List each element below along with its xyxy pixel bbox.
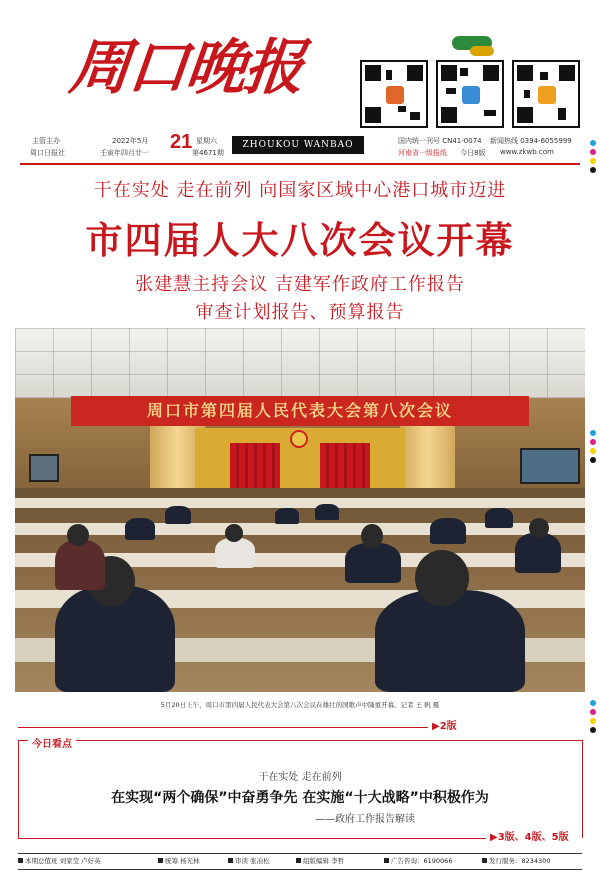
qr-code-icon	[436, 60, 504, 128]
qr-code-icon	[512, 60, 580, 128]
display-screen	[29, 454, 59, 482]
footer-ad-contact: 广告咨询：6190066	[391, 857, 453, 865]
footer-credits	[18, 856, 582, 868]
jump-pages-3-5: ▶3版、4版、5版	[490, 832, 569, 843]
footer-proofreader: 审读 张冶松	[235, 857, 270, 865]
app-badge-icon	[470, 46, 494, 56]
issue-date: 2022年5月	[112, 137, 149, 145]
jump-pages-label: 3版、4版、5版	[497, 832, 569, 843]
paper-grade: 河南省一级报纸	[398, 149, 447, 157]
today-headline: 在实现“两个确保”中奋勇争先 在实施“十大战略”中积极作为	[111, 790, 489, 806]
display-screen	[520, 448, 580, 484]
today-highlight-tab: 今日看点	[28, 735, 76, 750]
color-registration-marks	[590, 140, 598, 176]
news-hotline: 新闻热线 0394-6055999	[490, 137, 572, 145]
color-registration-marks	[590, 430, 598, 466]
footer-rule	[18, 853, 582, 854]
newspaper-logo: 周口晚报	[66, 33, 306, 103]
national-emblem-icon	[290, 430, 308, 448]
masthead-rule	[20, 163, 580, 165]
masthead	[0, 0, 600, 135]
website: www.zkwb.com	[500, 148, 554, 156]
footer-layout-editor: 组版编辑 李哲	[303, 857, 345, 865]
lead-subhead: 审查计划报告、预算报告	[195, 302, 405, 323]
divider	[18, 838, 486, 839]
hall-banner: 周口市第四届人民代表大会第八次会议	[71, 396, 529, 426]
footer-chief-editor: 本期总值班 刘家莹 卢好英	[25, 857, 101, 865]
footer-distribution-contact: 发行服务：8234300	[489, 857, 551, 865]
sponsor-label: 主管主办	[32, 137, 60, 145]
jump-page-2: ▶2版	[432, 721, 457, 732]
lead-subhead: 张建慧主持会议 吉建军作政府工作报告	[135, 274, 465, 295]
jump-page-2-label: 2版	[439, 721, 457, 732]
divider	[18, 727, 428, 728]
weekday: 星期六	[196, 137, 217, 145]
today-kicker: 干在实处 走在前列	[258, 772, 342, 783]
qr-code-icon	[360, 60, 428, 128]
lead-kicker: 干在实处 走在前列 向国家区域中心港口城市迈进	[93, 180, 507, 201]
sponsor-name: 周口日报社	[30, 149, 65, 157]
photo-caption: 5月20日上午，周口市第四届人民代表大会第八次会议在雄壮的国歌声中隆重开幕。记者 王 帆 摄	[160, 701, 440, 709]
lunar-date: 壬寅年四月廿一	[100, 149, 149, 157]
cn-number: 国内统一刊号 CN41-0074	[398, 137, 482, 145]
footer-rule	[18, 869, 582, 870]
footer-editor: 统筹 杨光林	[165, 857, 200, 865]
today-subline: ——政府工作报告解读	[315, 814, 415, 825]
issue-number: 第4671期	[192, 149, 224, 157]
masthead-pinyin: ZHOUKOU WANBAO	[232, 136, 364, 154]
issue-day: 21	[170, 131, 193, 153]
page-count: 今日8版	[460, 149, 486, 157]
lead-headline: 市四届人大八次会议开幕	[85, 218, 515, 262]
lead-photo	[15, 328, 585, 692]
